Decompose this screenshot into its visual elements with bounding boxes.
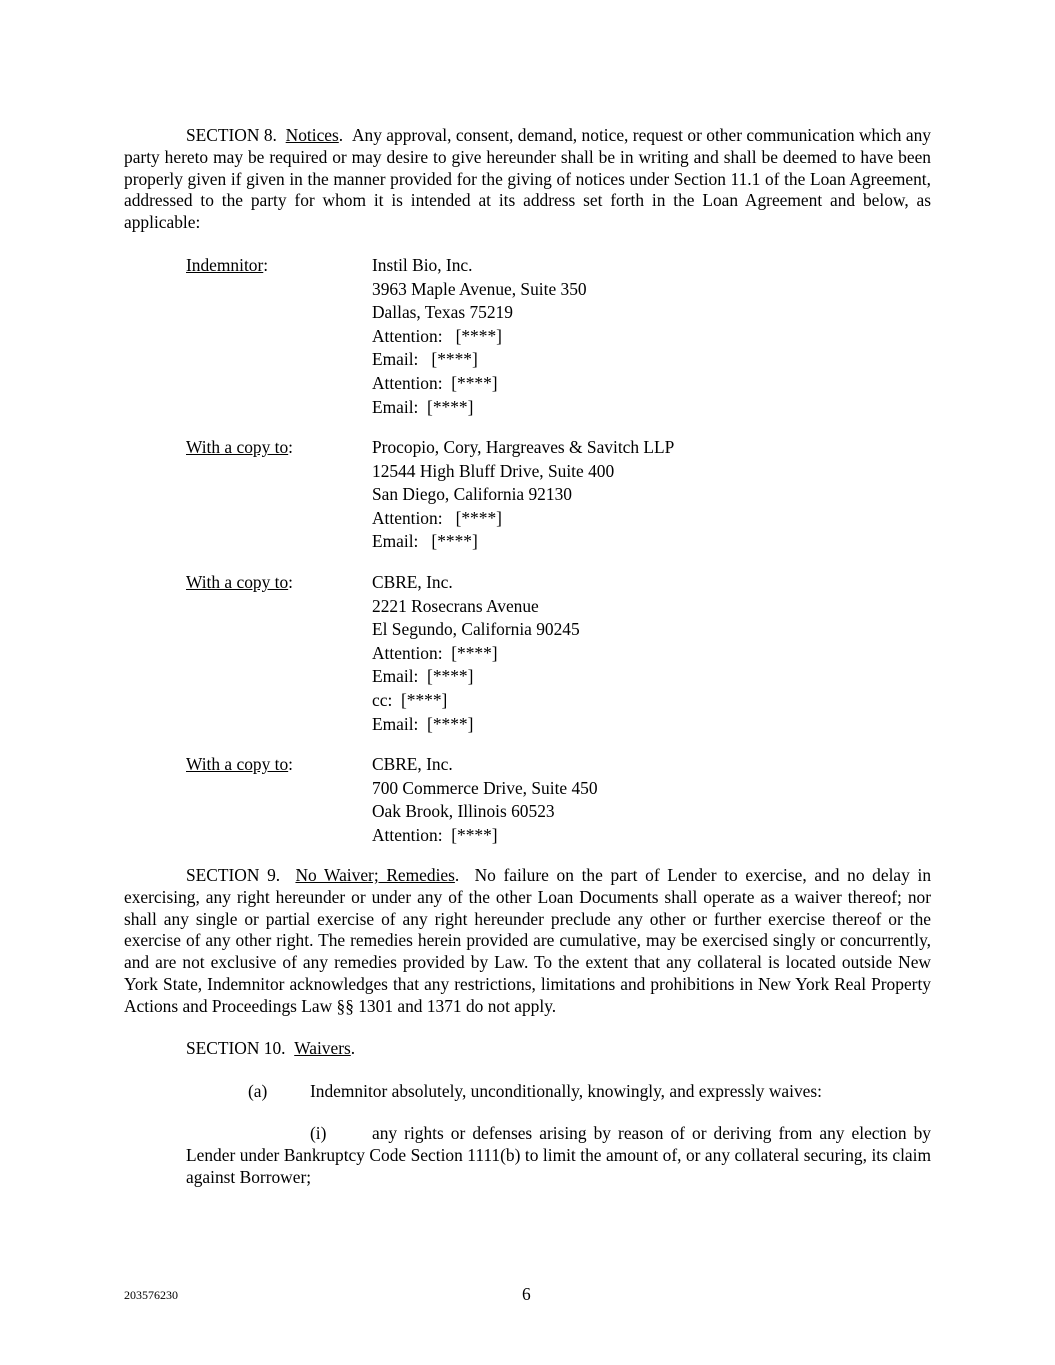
document-page: SECTION 8. Notices. Any approval, consent, demand, notice, request or other communication which any party hereto may be required or may desire to give hereunder shall be in writing and shall be deemed to have been properly given if given in the manner provided for the giving of notices under Section 11.1 of the Loan Agreement, addressed to the party for whom it is intended at its address set forth in the Loan Agreement and below, as applicable: Indemnitor: Instil Bio, Inc. 3963 Maple Avenue, Suite 350 Dallas, Texas 75219 Attention: [****] Email: [****] Attention: [****] Email: [****] With a copy to: Procopio, Cory, Hargreaves & Savitch LLP 12544 High Bluff Drive, Suite 400 San Diego, California 92130 Attention: [****] Email: [****] With a copy to: CBRE, Inc. 2221 Rosecrans Avenue El Segundo, California 90245 Attention: [****] Email: [****] cc: [****] Email: [****] With a copy to: CBRE, Inc. 700 Commerce Drive, Suite 450 Oak Brook, Illinois 60523 Attention: [****] SECTION 9. No Waiver; Remedies. No failure on the part of Lender to exercise, and no delay in exercising, any right hereunder or under any of the other Loan Documents shall operate as a waiver thereof; nor shall any single or partial exercise of any right hereunder preclude any other or further exercise thereof or the exercise of any other right. The remedies herein provided are cumulative, may be exercised singly or concurrently, and are not exclusive of any remedies provided by Law. To the extent that any collateral is located outside New York State, Indemnitor acknowledges that any restrictions, limitations and prohibitions in New York Real Property Actions and Proceedings Law §§ 1301 and 1371 do not apply. SECTION 10. Waivers. (a) Indemnitor absolutely, unconditionally, knowingly, and expressly waives: (i) any rights or defenses arising by reason of or deriving from any election by Lender under Bankruptcy Code Section 1111(b) to limit the amount of, or any collateral securing, its claim against Borrower; 203576230 6: [124, 125, 932, 1304]
section-9-paragraph: SECTION 9. No Waiver; Remedies. No failure on the part of Lender to exercise, and no delay in exercising, any right hereunder or under any of the other Loan Documents shall operate as a waiver thereof; nor shall any single or partial exercise of any right hereunder preclude any other or further exercise thereof or the exercise of any other right. The remedies herein provided are cumulative, may be exercised singly or concurrently, and are not exclusive of any remedies provided by Law. To the extent that any collateral is located outside New York State, Indemnitor acknowledges that any restrictions, limitations and prohibitions in New York Real Property Actions and Proceedings Law §§ 1301 and 1371 do not apply.: [124, 865, 932, 1016]
address-line: Oak Brook, Illinois 60523: [372, 801, 555, 822]
section-8-text: Any approval, consent, demand, notice, request or other communication which any party hereto may be required or may desire to give hereunder shall be in writing and shall be deemed to have been properly given if given in the manner provided for the giving of notices under Section 11.1 of the Loan Agreement, addressed to the party for whom it is intended at its address set forth in the Loan Agreement and below, as applicable:: [124, 125, 931, 233]
notice-address: [372, 436, 674, 554]
address-line: Email: [****]: [372, 666, 474, 687]
notice-label: With a copy to: [186, 754, 289, 774]
page-number: 6: [522, 1284, 531, 1304]
notice-address: [372, 753, 598, 847]
address-line: Email: [****]: [372, 531, 478, 552]
address-line: Attention: [****]: [372, 507, 502, 528]
address-line: CBRE, Inc.: [372, 572, 453, 592]
section-9-text: No failure on the part of Lender to exercise, and no delay in exercising, any right hereunder or under any of the other Loan Documents shall operate as a waiver thereof; nor shall any single or partial exercise of any right hereunder preclude any other or further exercise thereof or the exercise of any other right. The remedies herein provided are cumulative, may be exercised singly or concurrently, and are not exclusive of any remedies provided by Law. To the extent that any collateral is located outside New York State, Indemnitor acknowledges that any restrictions, limitations and prohibitions in New York Real Property Actions and Proceedings Law §§ 1301 and 1371 do not apply.: [124, 865, 932, 1016]
clause-i-paragraph: [186, 1123, 931, 1188]
address-line: Attention: [****]: [372, 824, 498, 845]
notice-label: With a copy to: [186, 437, 289, 457]
address-line: Attention: [****]: [372, 372, 498, 393]
document-id: 203576230: [124, 1288, 178, 1302]
address-line: Attention: [****]: [372, 642, 498, 663]
address-line: Attention: [****]: [372, 325, 502, 346]
notice-label: Indemnitor: [186, 255, 264, 275]
notice-label: With a copy to: [186, 572, 289, 592]
clause-i-marker: (i): [310, 1123, 327, 1143]
address-line: Email: [****]: [372, 396, 474, 417]
address-line: Email: [****]: [372, 713, 474, 734]
section-10-heading: SECTION 10.: [186, 1038, 286, 1058]
address-line: cc: [****]: [372, 689, 448, 710]
section-8-heading: SECTION 8.: [186, 125, 277, 145]
address-line: Procopio, Cory, Hargreaves & Savitch LLP: [372, 437, 675, 457]
section-9-title: No Waiver; Remedies: [295, 865, 455, 885]
section-9-heading: SECTION 9.: [186, 865, 281, 885]
address-line: Dallas, Texas 75219: [372, 302, 513, 323]
address-line: CBRE, Inc.: [372, 754, 453, 774]
address-line: 2221 Rosecrans Avenue: [372, 595, 539, 616]
section-8-paragraph: SECTION 8. Notices. Any approval, consent, demand, notice, request or other communication which any party hereto may be required or may desire to give hereunder shall be in writing and shall be deemed to have been properly given if given in the manner provided for the giving of notices under Section 11.1 of the Loan Agreement, addressed to the party for whom it is intended at its address set forth in the Loan Agreement and below, as applicable:: [124, 125, 931, 233]
address-line: 700 Commerce Drive, Suite 450: [372, 777, 598, 798]
section-8-title: Notices: [285, 125, 339, 145]
address-line: El Segundo, California 90245: [372, 619, 580, 640]
address-line: Instil Bio, Inc.: [372, 255, 473, 275]
subsection-a-text: Indemnitor absolutely, unconditionally, knowingly, and expressly waives:: [310, 1081, 822, 1101]
subsection-a-marker: (a): [248, 1081, 268, 1101]
notice-address: [372, 571, 580, 736]
address-line: San Diego, California 92130: [372, 484, 572, 505]
notice-address: [372, 254, 587, 419]
address-line: 12544 High Bluff Drive, Suite 400: [372, 460, 615, 481]
section-10-title: Waivers: [294, 1038, 351, 1058]
address-line: Email: [****]: [372, 349, 478, 370]
clause-i-text: any rights or defenses arising by reason of or deriving from any election by Lender under Bankruptcy Code Section 1111(b) to limit the amount of, or any collateral securing, its claim against Borrower;: [186, 1123, 931, 1187]
address-line: 3963 Maple Avenue, Suite 350: [372, 278, 587, 299]
section-10-heading-line: SECTION 10. Waivers.: [186, 1038, 356, 1058]
